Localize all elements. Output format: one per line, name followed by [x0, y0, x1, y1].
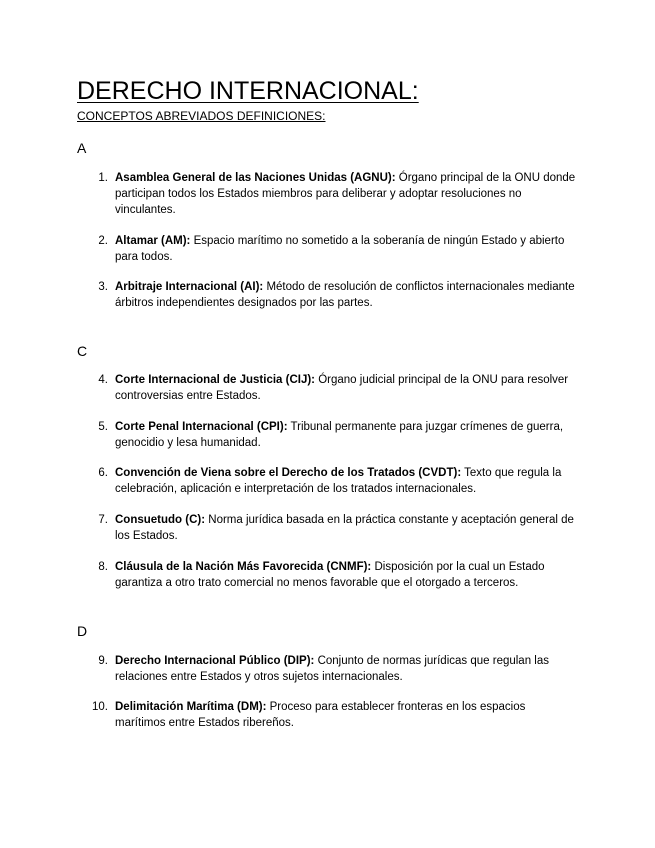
glossary-entry-5	[88, 419, 588, 451]
entry-text	[115, 170, 578, 218]
section-letter-d: D	[77, 623, 88, 639]
glossary-entry-10	[88, 699, 588, 731]
entry-number: 4.	[98, 374, 108, 386]
entry-definition: Órgano principal de la ONU donde participan todos los Estados miembros para deliberar y adoptar resoluciones no vinculantes.	[115, 172, 576, 216]
entry-number: 10.	[92, 701, 108, 713]
document-subtitle: CONCEPTOS ABREVIADOS DEFINICIONES:	[77, 109, 326, 123]
entry-definition: Disposición por la cual un Estado garantiza a otro trato comercial no menos favorable que el otorgado a terceros.	[115, 561, 545, 589]
entry-definition: Texto que regula la celebración, aplicación e interpretación de los tratados internacionales.	[115, 467, 562, 495]
document-title: DERECHO INTERNACIONAL:	[77, 77, 419, 105]
entry-text	[115, 559, 578, 591]
entry-term: Corte Penal Internacional (CPI):	[115, 421, 288, 433]
entry-text	[115, 419, 578, 451]
entry-number: 8.	[98, 561, 108, 573]
glossary-entry-4	[88, 372, 588, 404]
entry-term: Consuetudo (C):	[115, 514, 206, 526]
entry-text	[115, 372, 578, 404]
entry-term: Altamar (AM):	[115, 235, 191, 247]
section-letter-c: C	[77, 343, 88, 359]
entry-term: Arbitraje Internacional (AI):	[115, 281, 264, 293]
entry-number: 9.	[98, 655, 108, 667]
glossary-entry-8	[88, 559, 588, 591]
entry-definition: Tribunal permanente para juzgar crímenes de guerra, genocidio y lesa humanidad.	[115, 421, 564, 449]
entry-text	[115, 653, 578, 685]
glossary-entry-7	[88, 512, 588, 544]
entry-term: Asamblea General de las Naciones Unidas (AGNU):	[115, 172, 396, 184]
entry-definition: Conjunto de normas jurídicas que regulan las relaciones entre Estados y otros sujetos internacionales.	[115, 655, 549, 683]
entry-number: 5.	[98, 421, 108, 433]
glossary-entry-6	[88, 465, 588, 497]
entry-definition: Proceso para establecer fronteras en los espacios marítimos entre Estados ribereños.	[115, 701, 526, 729]
glossary-entry-1	[88, 170, 588, 218]
entry-text	[115, 279, 578, 311]
entry-number: 6.	[98, 467, 108, 479]
entry-term: Delimitación Marítima (DM):	[115, 701, 267, 713]
entry-text	[115, 233, 578, 265]
section-letter-a: A	[77, 140, 87, 156]
entry-text	[115, 699, 578, 731]
entry-definition: Método de resolución de conflictos internacionales mediante árbitros independientes designados por las partes.	[115, 281, 575, 309]
entry-term: Corte Internacional de Justicia (CIJ):	[115, 374, 316, 386]
entry-text	[115, 465, 578, 497]
entry-definition: Norma jurídica basada en la práctica constante y aceptación general de los Estados.	[115, 514, 574, 542]
entry-term: Convención de Viena sobre el Derecho de los Tratados (CVDT):	[115, 467, 462, 479]
entry-number: 2.	[98, 235, 108, 247]
glossary-entry-2	[88, 233, 588, 265]
entry-text	[115, 512, 578, 544]
entry-term: Cláusula de la Nación Más Favorecida (CNMF):	[115, 561, 372, 573]
entry-number: 7.	[98, 514, 108, 526]
glossary-entry-3	[88, 279, 588, 311]
entry-number: 1.	[98, 172, 108, 184]
entry-definition: Órgano judicial principal de la ONU para resolver controversias entre Estados.	[115, 374, 569, 402]
entry-term: Derecho Internacional Público (DIP):	[115, 655, 315, 667]
entry-definition: Espacio marítimo no sometido a la soberanía de ningún Estado y abierto para todos.	[115, 235, 565, 263]
entry-number: 3.	[98, 281, 108, 293]
glossary-entry-9	[88, 653, 588, 685]
